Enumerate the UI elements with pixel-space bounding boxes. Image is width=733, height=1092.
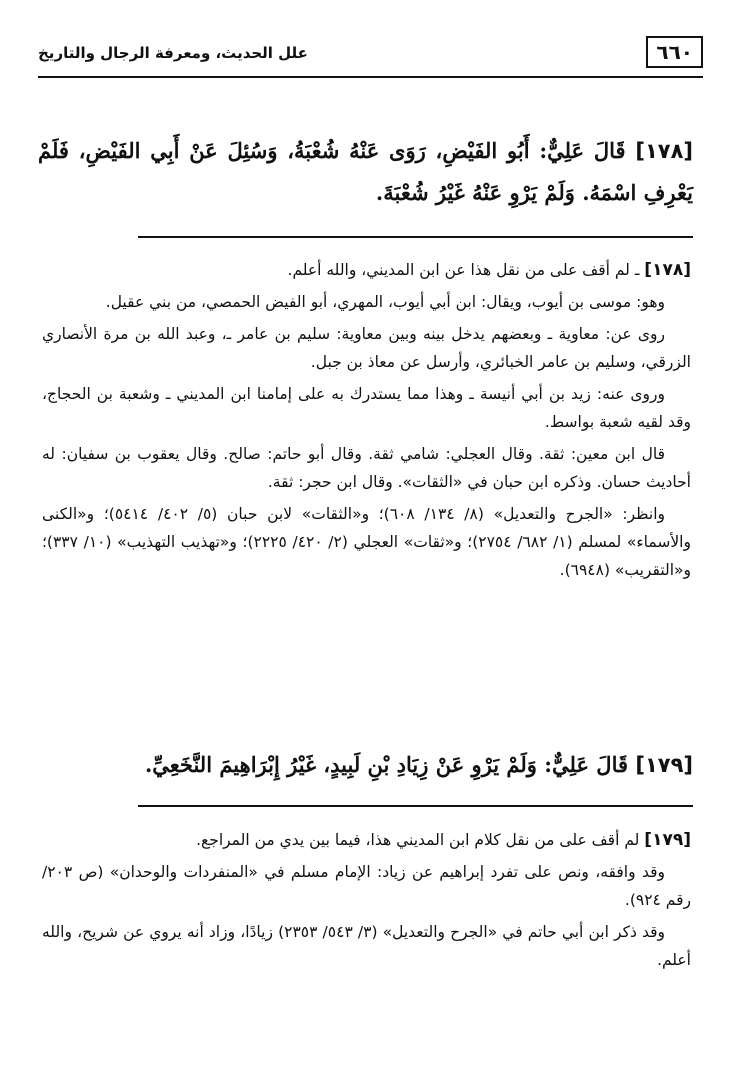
entry-number: [١٧٩] — [635, 753, 693, 777]
note-paragraph: وقد ذكر ابن أبي حاتم في «الجرح والتعديل» (٣/ ٥٤٣/ ٢٣٥٣) زيادًا، وزاد أنه يروي عن شريح، والله أعلم. — [42, 923, 691, 969]
running-title: علل الحديث، ومعرفة الرجال والتاريخ — [38, 44, 308, 62]
entry-text: قَالَ عَلِيٌّ: وَلَمْ يَرْوِ عَنْ زِيَادِ بْنِ لَبِيدٍ، غَيْرُ إِبْرَاهِيمَ النَّخَعِيِّ. — [144, 752, 629, 777]
note-paragraph: روى عن: معاوية ـ وبعضهم يدخل بينه وبين معاوية: سليم بن عامر ـ، وعبد الله بن مرة الأنصاري الزرقي، وسليم بن عامر الخبائري، وأرسل عن معاذ بن جبل. — [42, 325, 691, 371]
note-paragraph: وانظر: «الجرح والتعديل» (٨/ ١٣٤/ ٦٠٨)؛ و«الثقات» لابن حبان (٥/ ٤٠٢/ ٥٤١٤)؛ و«الكنى والأسماء» لمسلم (١/ ٦٨٢/ ٢٧٥٤)؛ و«ثقات» العجلي (٢/ ٤٢٠/ ٢٢٢٥)؛ و«تهذيب التهذيب» (١٠/ ٣٣٧)؛ و«التقريب» (٦٩٤٨). — [42, 505, 691, 579]
note-179 — [42, 826, 691, 978]
page-header — [38, 34, 703, 78]
main-text-178 — [38, 130, 693, 214]
note-paragraph: وروى عنه: زيد بن أبي أنيسة ـ وهذا مما يستدرك به على إمامنا ابن المديني ـ وشعبة بن الحجاج، وقد لقيه شعبة بواسط. — [42, 385, 691, 431]
note-paragraph — [42, 826, 691, 854]
entry-text: قَالَ عَلِيٌّ: أَبُو الفَيْضِ، رَوَى عَنْهُ شُعْبَةُ، وَسُئِلَ عَنْ أَبِي الفَيْضِ، فَلَمْ يَعْرِفِ اسْمَهُ. وَلَمْ يَرْوِ عَنْهُ غَيْرُ شُعْبَةَ. — [38, 138, 693, 205]
page-number: ٦٦٠ — [646, 36, 703, 68]
note-paragraph: وهو: موسى بن أيوب، ويقال: ابن أبي أيوب، المهري، أبو الفيض الحمصي، من بني عقيل. — [105, 293, 665, 311]
note-text: ـ لم أقف على من نقل هذا عن ابن المديني، والله أعلم. — [287, 261, 640, 279]
note-number: [١٧٩] — [644, 830, 691, 850]
main-text-179 — [38, 744, 693, 786]
note-paragraph — [42, 256, 691, 284]
footnote-separator — [138, 805, 693, 807]
note-text: لم أقف على من نقل كلام ابن المديني هذا، فيما بين يدي من المراجع. — [196, 831, 640, 849]
note-178 — [42, 256, 691, 588]
note-paragraph: قال ابن معين: ثقة. وقال العجلي: شامي ثقة. وقال أبو حاتم: صالح. وقال يعقوب بن سفيان: له أحاديث حسان. وذكره ابن حبان في «الثقات». وقال ابن حجر: ثقة. — [42, 445, 691, 491]
note-number: [١٧٨] — [644, 260, 691, 280]
entry-number: [١٧٨] — [635, 139, 693, 163]
footnote-separator — [138, 236, 693, 238]
note-paragraph: وقد وافقه، ونص على تفرد إبراهيم عن زياد: الإمام مسلم في «المنفردات والوحدان» (ص ٢٠٣/ رقم ٩٢٤). — [42, 863, 691, 909]
